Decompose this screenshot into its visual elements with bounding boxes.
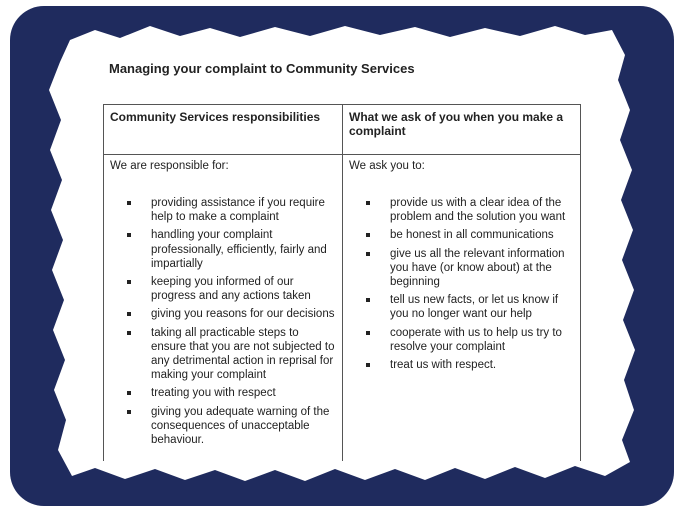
requests-intro: We ask you to: [349,160,425,172]
list-item: giving you reasons for our decisions [127,307,336,321]
responsibilities-cell [104,155,343,462]
bullet-icon [366,201,370,205]
list-item: handling your complaint professionally, efficiently, fairly and impartially [127,228,336,271]
header-what-we-ask: What we ask of you when you make a complaint [343,105,581,155]
bullet-icon [127,331,131,335]
list-item: taking all practicable steps to ensure that you are not subjected to any detrimental action in reprisal for making your complaint [127,326,336,383]
bullet-icon [127,233,131,237]
bullet-icon [366,233,370,237]
bullet-icon [127,312,131,316]
list-item: treating you with respect [127,386,336,400]
list-item: giving you adequate warning of the consequences of unacceptable behaviour. [127,405,336,448]
bullet-icon [127,391,131,395]
bullet-icon [366,363,370,367]
bullet-icon [127,280,131,284]
header-responsibilities: Community Services responsibilities [104,105,343,155]
bullet-icon [366,252,370,256]
bullet-icon [366,331,370,335]
bullet-icon [127,410,131,414]
requests-list [349,196,574,372]
responsibilities-table [103,104,581,461]
responsibilities-intro: We are responsible for: [110,160,229,172]
list-item: keeping you informed of our progress and any actions taken [127,275,336,303]
list-item: give us all the relevant information you have (or know about) at the beginning [366,247,574,290]
requests-cell [343,155,581,462]
list-item: treat us with respect. [366,358,574,372]
bullet-icon [366,298,370,302]
document-title: Managing your complaint to Community Services [109,61,415,76]
list-item: cooperate with us to help us try to resolve your complaint [366,326,574,354]
list-item: providing assistance if you require help to make a complaint [127,196,336,224]
list-item: provide us with a clear idea of the problem and the solution you want [366,196,574,224]
bullet-icon [127,201,131,205]
list-item: tell us new facts, or let us know if you no longer want our help [366,293,574,321]
responsibilities-list [110,196,336,447]
list-item: be honest in all communications [366,228,574,242]
